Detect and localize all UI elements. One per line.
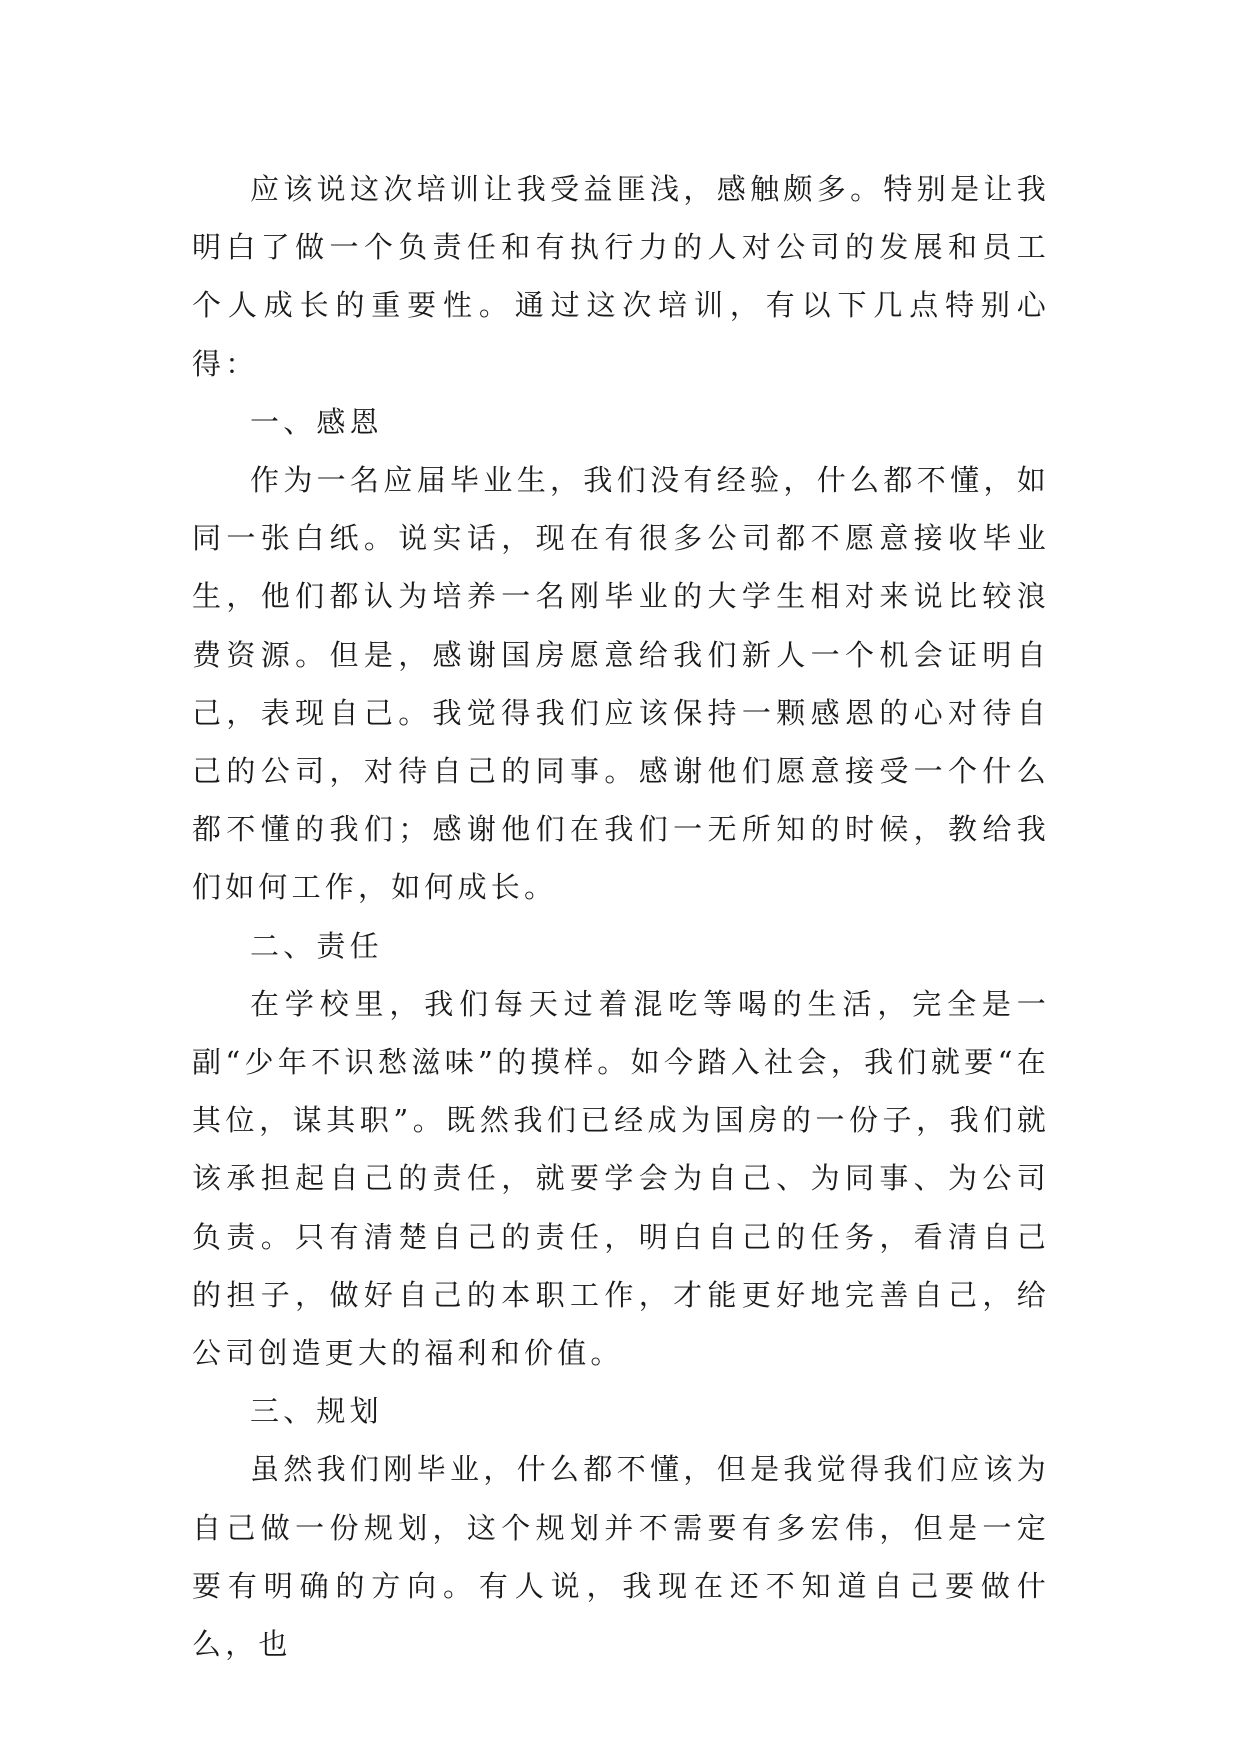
responsibility-paragraph: 在学校里，我们每天过着混吃等喝的生活，完全是一副“少年不识愁滋味”的摸样。如今踏入社会，我们就要“在其位，谋其职”。既然我们已经成为国房的一份子，我们就该承担起自己的责任，就要学会为自己、为同事、为公司负责。只有清楚自己的责任，明白自己的任务，看清自己的担子，做好自己的本职工作，才能更好地完善自己，给公司创造更大的福利和价值。	[192, 986, 1050, 1371]
section-heading-gratitude: 一、感恩	[250, 404, 383, 439]
document-body	[192, 160, 1050, 1673]
planning-paragraph: 虽然我们刚毕业，什么都不懂，但是我觉得我们应该为自己做一份规划，这个规划并不需要有多宏伟，但是一定要有明确的方向。有人说，我现在还不知道自己要做什么，也	[192, 1452, 1050, 1662]
intro-paragraph: 应该说这次培训让我受益匪浅，感触颇多。特别是让我明白了做一个负责任和有执行力的人对公司的发展和员工个人成长的重要性。通过这次培训，有以下几点特别心得：	[192, 172, 1050, 381]
section-heading-planning: 三、规划	[250, 1394, 383, 1429]
gratitude-paragraph: 作为一名应届毕业生，我们没有经验，什么都不懂，如同一张白纸。说实话，现在有很多公司都不愿意接收毕业生，他们都认为培养一名刚毕业的大学生相对来说比较浪费资源。但是，感谢国房愿意给我们新人一个机会证明自己，表现自己。我觉得我们应该保持一颗感恩的心对待自己的公司，对待自己的同事。感谢他们愿意接受一个什么都不懂的我们；感谢他们在我们一无所知的时候，教给我们如何工作，如何成长。	[192, 463, 1050, 905]
section-heading-responsibility: 二、责任	[250, 928, 383, 963]
